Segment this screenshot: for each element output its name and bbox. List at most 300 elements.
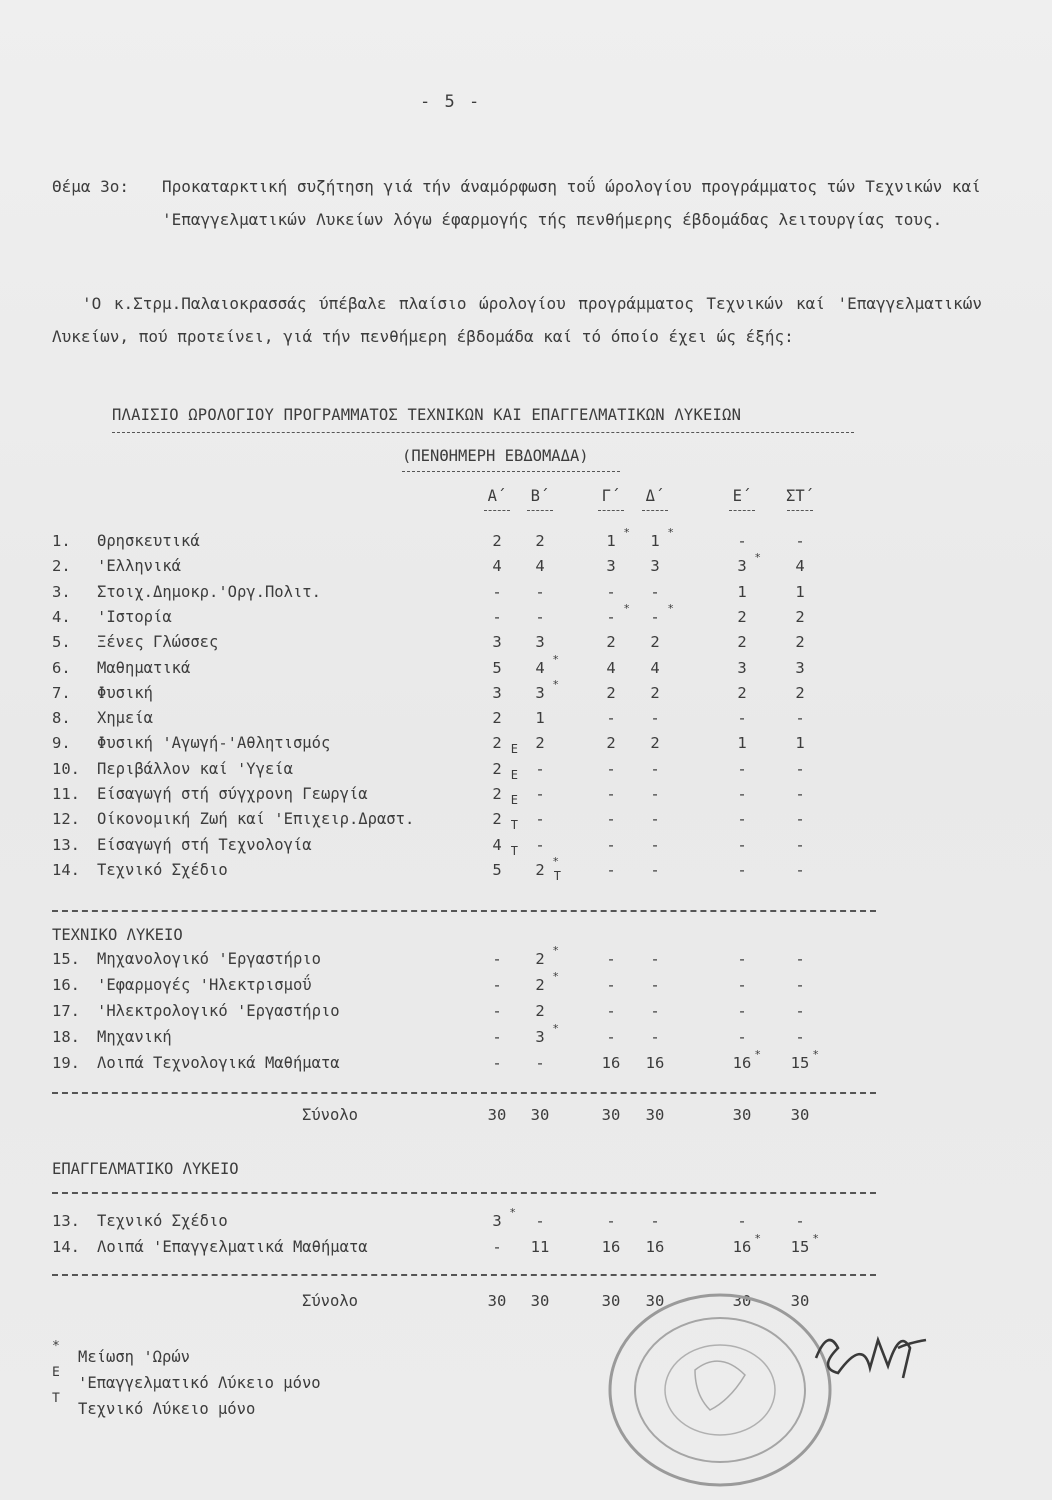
table-row	[0, 1002, 1052, 1028]
column-header: ΣΤ΄	[786, 487, 814, 505]
reduction-mark: *	[754, 1048, 761, 1061]
legend-text: Τεχνικό Λύκειο μόνο	[78, 1400, 256, 1418]
hours-cell	[640, 836, 670, 854]
table-row	[0, 583, 1052, 609]
row-number: 9.	[52, 734, 71, 753]
hours-cell	[640, 760, 670, 778]
hours-cell	[727, 532, 757, 550]
hours-cell	[727, 836, 757, 854]
hours-value: -	[650, 709, 660, 728]
hours-cell	[525, 677, 559, 702]
hours-value: -	[606, 759, 616, 778]
table-row	[0, 652, 1052, 685]
page-number: - 5 -	[420, 92, 482, 112]
hours-cell	[596, 734, 626, 752]
reduction-mark: *	[623, 601, 630, 615]
hours-cell	[482, 785, 518, 807]
hours-cell	[640, 659, 670, 677]
row-number: 7.	[52, 683, 71, 702]
hours-value: -	[650, 1212, 660, 1230]
hours-cell	[727, 1002, 757, 1020]
school-type-mark: Τ	[510, 843, 518, 858]
subject-name: Χημεία	[97, 709, 153, 728]
reduction-mark: *	[509, 1206, 516, 1219]
hours-value: -	[606, 785, 616, 803]
hours-value: -	[737, 1212, 747, 1230]
hours-cell	[727, 734, 757, 752]
hours-cell	[640, 950, 670, 968]
hours-value: -	[795, 532, 805, 550]
hours-cell	[785, 734, 815, 752]
hours-value: -	[606, 1028, 616, 1046]
hours-value: 16	[645, 1054, 665, 1072]
row-number: 18.	[52, 1028, 80, 1046]
hours-value: 4	[535, 658, 545, 677]
hours-value: 1	[737, 734, 747, 753]
reduction-mark: *	[552, 970, 559, 983]
hours-value: 11	[530, 1238, 550, 1256]
reduction-mark: *	[552, 652, 559, 666]
hours-cell	[525, 633, 555, 651]
hours-value: -	[795, 709, 805, 728]
total-value: 30	[487, 1106, 507, 1124]
row-number: 19.	[52, 1054, 80, 1072]
subject-name: Οίκονομική Ζωή καί 'Επιχειρ.Δραστ.	[97, 810, 415, 829]
hours-cell	[482, 835, 518, 858]
hours-value: 2	[535, 734, 545, 753]
hours-cell	[525, 734, 555, 752]
hours-cell	[640, 785, 670, 803]
hours-value: -	[492, 607, 502, 626]
hours-value: 3	[737, 658, 747, 677]
legend-symbol: Τ	[52, 1391, 60, 1406]
hours-value: 1	[737, 582, 747, 601]
hours-value: 16	[732, 1054, 752, 1072]
hours-value: -	[650, 860, 660, 879]
hours-cell	[525, 944, 559, 968]
hours-cell	[727, 760, 757, 778]
hours-cell	[785, 1028, 815, 1046]
hours-cell	[482, 759, 518, 782]
hours-cell	[596, 633, 626, 651]
hours-cell	[596, 601, 630, 626]
hours-value: 2	[535, 976, 545, 994]
hours-cell	[640, 734, 670, 752]
hours-cell	[640, 1054, 670, 1072]
row-number: 2.	[52, 557, 71, 576]
row-number: 3.	[52, 582, 71, 601]
hours-value: -	[737, 950, 747, 968]
hours-value: -	[535, 582, 545, 601]
subject-name: Τεχνικό Σχέδιο	[97, 860, 228, 879]
hours-value: -	[795, 1028, 805, 1046]
hours-cell	[785, 684, 815, 702]
hours-value: 2	[492, 810, 502, 829]
table-row	[0, 836, 1052, 862]
table-row	[0, 1022, 1052, 1054]
total-value: 30	[790, 1106, 810, 1124]
column-header: Α΄	[482, 487, 512, 505]
table-row	[0, 970, 1052, 1002]
hours-cell	[640, 633, 670, 651]
subject-name: 'Ιστορία	[97, 607, 172, 626]
column-header: Ε΄	[727, 487, 757, 505]
hours-value: -	[795, 785, 805, 803]
hours-cell	[785, 861, 815, 879]
row-number: 17.	[52, 1002, 80, 1020]
hours-cell	[482, 608, 512, 626]
hours-value: 2	[492, 785, 502, 803]
hours-cell	[482, 861, 512, 879]
row-number: 12.	[52, 810, 80, 829]
reduction-mark: *	[552, 944, 559, 957]
hours-value: -	[737, 976, 747, 994]
school-type-mark: Τ	[553, 868, 561, 883]
hours-value: 15	[790, 1054, 810, 1072]
hours-cell	[482, 532, 512, 550]
subject-name: Τεχνικό Σχέδιο	[97, 1212, 228, 1230]
hours-cell	[727, 861, 757, 879]
hours-value: 2	[492, 759, 502, 778]
title-underline	[112, 432, 854, 433]
hours-value: 2	[737, 683, 747, 702]
hours-cell	[596, 1002, 626, 1020]
reduction-mark: *	[754, 1232, 761, 1245]
hours-cell	[525, 760, 555, 778]
hours-value: -	[535, 607, 545, 626]
hours-value: 5	[492, 658, 502, 677]
hours-cell	[482, 810, 518, 833]
row-number: 10.	[52, 759, 80, 778]
hours-cell	[525, 583, 555, 601]
table-row	[0, 677, 1052, 710]
hours-cell	[785, 760, 815, 778]
table-row	[0, 551, 1052, 583]
subject-name: Στοιχ.Δημοκρ.'Οργ.Πολιτ.	[97, 582, 321, 601]
hours-cell	[525, 810, 555, 828]
hours-value: -	[795, 950, 805, 968]
subject-name: Λοιπά 'Επαγγελματικά Μαθήματα	[97, 1238, 368, 1256]
hours-cell	[640, 1212, 670, 1230]
hours-value: 2	[737, 633, 747, 652]
hours-value: 1	[795, 582, 805, 601]
hours-value: -	[650, 976, 660, 994]
section-heading-vocational: ΕΠΑΓΓΕΛΜΑΤΙΚΟ ΛΥΚΕΙΟ	[52, 1160, 239, 1178]
hours-cell	[525, 970, 559, 994]
hours-cell	[727, 608, 757, 626]
row-number: 6.	[52, 658, 71, 677]
hours-cell	[596, 526, 630, 550]
hours-value: 3	[795, 658, 805, 677]
reduction-mark: *	[552, 854, 559, 868]
hours-value: 2	[492, 709, 502, 728]
table-row	[0, 1048, 1052, 1080]
total-value: 30	[530, 1292, 550, 1310]
hours-cell	[596, 659, 626, 677]
legend-symbol: Ε	[52, 1365, 60, 1380]
hours-value: -	[737, 810, 747, 829]
row-number: 11.	[52, 785, 80, 803]
table-row	[0, 1232, 1052, 1264]
reduction-mark: *	[552, 1022, 559, 1035]
hours-cell	[525, 785, 555, 803]
hours-cell	[785, 836, 815, 854]
topic-label: Θέμα 3ο:	[52, 177, 130, 196]
hours-value: -	[650, 582, 660, 601]
row-number: 13.	[52, 1212, 80, 1230]
row-number: 1.	[52, 532, 71, 550]
hours-value: 2	[650, 633, 660, 652]
hours-cell	[785, 1048, 819, 1072]
hours-cell	[640, 709, 670, 727]
hours-cell	[525, 836, 555, 854]
hours-value: 4	[650, 658, 660, 677]
school-type-mark: Ε	[510, 767, 518, 782]
hours-cell	[482, 659, 512, 677]
hours-cell	[640, 684, 670, 702]
hours-value: 2	[606, 683, 616, 702]
hours-value: 3	[535, 1028, 545, 1046]
signature-icon	[808, 1318, 928, 1388]
hours-value: -	[535, 1212, 545, 1230]
total-value: 30	[790, 1292, 810, 1310]
hours-value: 4	[606, 658, 616, 677]
hours-value: -	[795, 810, 805, 829]
hours-cell	[596, 684, 626, 702]
hours-cell	[525, 709, 555, 727]
hours-value: -	[606, 1212, 616, 1230]
hours-cell	[785, 810, 815, 828]
hours-cell	[640, 601, 674, 626]
hours-value: -	[737, 709, 747, 728]
hours-cell	[596, 861, 626, 879]
hours-cell	[596, 1212, 626, 1230]
table-row	[0, 734, 1052, 760]
hours-cell	[482, 1238, 512, 1256]
total-value: 30	[530, 1106, 550, 1124]
hours-cell	[525, 1212, 555, 1230]
hours-cell	[482, 734, 518, 757]
hours-cell	[482, 709, 512, 727]
hours-value: -	[737, 532, 747, 550]
subject-name: 'Ελληνικά	[97, 557, 181, 576]
hours-cell	[596, 1028, 626, 1046]
total-label: Σύνολο	[302, 1292, 358, 1310]
hours-cell	[525, 608, 555, 626]
hours-value: 4	[795, 557, 805, 576]
hours-value: -	[650, 1028, 660, 1046]
stamp-seal-icon	[600, 1290, 840, 1490]
table-row	[0, 785, 1052, 811]
row-number: 15.	[52, 950, 80, 968]
hours-value: 4	[492, 835, 502, 854]
hours-value: -	[492, 1028, 502, 1046]
hours-value: 3	[737, 557, 747, 576]
hours-value: -	[492, 1054, 502, 1072]
hours-cell	[482, 1002, 512, 1020]
hours-cell	[596, 1238, 626, 1256]
table-row	[0, 1206, 1052, 1238]
hours-value: 2	[795, 607, 805, 626]
hours-cell	[640, 810, 670, 828]
hours-value: 3	[650, 557, 660, 576]
reduction-mark: *	[552, 677, 559, 691]
hours-cell	[727, 709, 757, 727]
hours-cell	[525, 1022, 559, 1046]
hours-cell	[596, 810, 626, 828]
hours-cell	[785, 1212, 815, 1230]
reduction-mark: *	[667, 601, 674, 615]
row-number: 13.	[52, 835, 80, 854]
hours-value: 16	[601, 1238, 621, 1256]
hours-cell	[482, 583, 512, 601]
hours-cell	[727, 785, 757, 803]
hours-value: -	[606, 835, 616, 854]
school-type-mark: Ε	[510, 742, 518, 757]
hours-cell	[640, 1002, 670, 1020]
hours-value: 3	[492, 683, 502, 702]
hours-value: 16	[601, 1054, 621, 1072]
row-number: 5.	[52, 633, 71, 652]
hours-value: -	[535, 785, 545, 803]
hours-value: -	[737, 1002, 747, 1020]
hours-value: 3	[606, 557, 616, 576]
hours-value: -	[795, 835, 805, 854]
hours-value: 16	[732, 1238, 752, 1256]
topic-text: Προκαταρκτική συζήτηση γιά τήν άναμόρφωση τοΰ ώρολογίου προγράμματος τών Τεχνικών καί 'Επαγγελματικών Λυκείων λόγω έφαρμογής τής πενθήμερης έβδομάδας λειτουργίας τους.	[162, 177, 981, 229]
table-title-text: ΠΛΑΙΣΙΟ ΩΡΟΛΟΓΙΟΥ ΠΡΟΓΡΑΜΜΑΤΟΣ ΤΕΧΝΙΚΩΝ ΚΑΙ ΕΠΑΓΓΕΛΜΑΤΙΚΩΝ ΛΥΚΕΙΩΝ	[112, 406, 742, 424]
subject-name: Είσαγωγή στή σύγχρονη Γεωργία	[97, 785, 368, 803]
school-type-mark: Ε	[510, 793, 518, 807]
hours-value: 1	[535, 709, 545, 728]
hours-cell	[785, 659, 815, 677]
table-row	[0, 526, 1052, 558]
hours-value: 2	[535, 950, 545, 968]
hours-cell	[596, 785, 626, 803]
hours-value: -	[606, 810, 616, 829]
totals-row	[0, 1292, 1052, 1318]
hours-cell	[785, 608, 815, 626]
dashed-rule	[52, 1092, 876, 1094]
legend-text: Μείωση 'Ωρών	[78, 1348, 190, 1366]
hours-value: -	[737, 759, 747, 778]
hours-cell	[727, 633, 757, 651]
hours-value: -	[535, 1054, 545, 1072]
hours-cell	[727, 583, 757, 601]
intro-paragraph: 'Ο κ.Στρμ.Παλαιοκρασσάς ύπέβαλε πλαίσιο ώρολογίου προγράμματος Τεχνικών καί 'Επαγγελματικών Λυκείων, πού προτείνει, γιά τήν πενθήμερη έβδομάδα καί τό όποίο έχει ώς έξής:	[52, 294, 982, 346]
subject-name: 'Εφαρμογές 'Ηλεκτρισμοΰ	[97, 976, 312, 994]
hours-value: 2	[795, 683, 805, 702]
hours-cell	[482, 976, 512, 994]
hours-cell	[640, 583, 670, 601]
subject-name: Μαθηματικά	[97, 658, 191, 677]
hours-value: -	[492, 1002, 502, 1020]
hours-cell	[482, 1028, 512, 1046]
row-number: 8.	[52, 709, 71, 728]
hours-value: 2	[795, 633, 805, 652]
hours-value: 3	[492, 633, 502, 652]
subject-name: Μηχανολογικό 'Εργαστήριο	[97, 950, 321, 968]
hours-cell	[640, 976, 670, 994]
hours-value: 5	[492, 860, 502, 879]
hours-value: -	[795, 976, 805, 994]
hours-cell	[785, 1002, 815, 1020]
subject-name: Ξένες Γλώσσες	[97, 633, 219, 652]
subject-name: Θρησκευτικά	[97, 532, 200, 550]
hours-cell	[785, 532, 815, 550]
subject-name: Φυσική 'Αγωγή-'Αθλητισμός	[97, 734, 331, 753]
hours-value: 2	[492, 734, 502, 753]
dashed-rule	[52, 1274, 876, 1276]
hours-value: 3	[535, 683, 545, 702]
hours-cell	[596, 583, 626, 601]
table-row	[0, 601, 1052, 634]
hours-value: 2	[606, 734, 616, 753]
hours-value: -	[606, 950, 616, 968]
hours-value: -	[492, 1238, 502, 1256]
hours-value: -	[650, 759, 660, 778]
hours-cell	[727, 976, 757, 994]
reduction-mark: *	[667, 526, 674, 539]
hours-cell	[525, 1054, 555, 1072]
hours-cell	[785, 557, 815, 575]
hours-cell	[785, 785, 815, 803]
reduction-mark: *	[812, 1232, 819, 1245]
hours-cell	[482, 557, 512, 575]
dashed-rule	[52, 1192, 876, 1194]
hours-value: -	[737, 785, 747, 803]
hours-value: -	[535, 835, 545, 854]
hours-cell	[785, 709, 815, 727]
hours-value: -	[492, 582, 502, 601]
row-number: 14.	[52, 860, 80, 879]
column-header: Γ΄	[596, 487, 626, 505]
hours-value: 2	[492, 532, 502, 550]
hours-value: 3	[535, 633, 545, 652]
hours-cell	[640, 1238, 670, 1256]
hours-value: -	[737, 835, 747, 854]
hours-cell	[482, 633, 512, 651]
hours-value: -	[535, 810, 545, 829]
hours-cell	[525, 652, 559, 677]
hours-cell	[727, 684, 757, 702]
hours-value: -	[650, 607, 660, 626]
total-value: 30	[732, 1106, 752, 1124]
reduction-mark: *	[754, 551, 761, 565]
hours-cell	[785, 950, 815, 968]
hours-value: -	[795, 1002, 805, 1020]
subject-name: Φυσική	[97, 683, 153, 702]
dashed-rule	[52, 910, 876, 912]
hours-value: -	[650, 1002, 660, 1020]
hours-cell	[482, 1206, 516, 1230]
hours-cell	[727, 1028, 757, 1046]
hours-value: -	[650, 835, 660, 854]
hours-cell	[640, 861, 670, 879]
reduction-mark: *	[623, 526, 630, 539]
hours-value: -	[606, 860, 616, 879]
table-subtitle	[402, 447, 589, 465]
subject-name: Περιβάλλον καί 'Υγεία	[97, 759, 293, 778]
school-type-mark: Τ	[510, 818, 518, 833]
row-number: 4.	[52, 607, 71, 626]
hours-value: 1	[606, 532, 616, 550]
hours-value: -	[795, 860, 805, 879]
hours-cell	[596, 557, 626, 575]
hours-value: -	[737, 860, 747, 879]
total-value: 30	[645, 1292, 665, 1310]
hours-value: 2	[535, 532, 545, 550]
